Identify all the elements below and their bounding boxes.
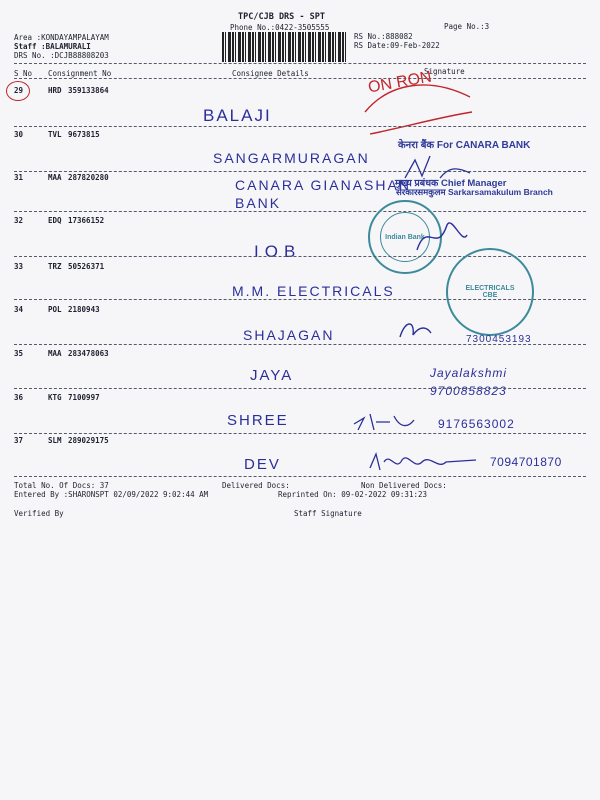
row-code: SLM	[48, 436, 62, 445]
col-header-consignment: Consignment No	[48, 69, 112, 78]
row-sno: 37	[14, 436, 24, 445]
row-consignment-number: 289029175	[68, 436, 109, 445]
row-code: MAA	[48, 349, 62, 358]
consignee-handwritten: SHAJAGAN	[243, 327, 335, 343]
row-divider	[14, 433, 586, 434]
consignee-handwritten: SANGARMURAGAN	[213, 150, 370, 166]
row-divider	[14, 476, 586, 477]
row-consignment-number: 359133864	[68, 86, 109, 95]
row-consignment-number: 283478063	[68, 349, 109, 358]
consignee-handwritten: BALAJI	[203, 106, 272, 125]
consignee-handwritten: SHREE	[227, 412, 289, 429]
consignee-handwritten: IOB	[254, 242, 302, 261]
delivered-docs: Delivered Docs:	[222, 481, 290, 490]
row-sno: 36	[14, 393, 24, 402]
row-consignment-number: 287820280	[68, 173, 109, 182]
signature-and-phone-handwritten: Jayalakshmi 9700858823	[430, 366, 508, 398]
row-consignment-number: 7100997	[68, 393, 100, 402]
round-electricals-stamp	[446, 248, 534, 336]
non-delivered-docs: Non Delivered Docs:	[361, 481, 447, 490]
col-header-signature: Signature	[424, 67, 465, 76]
signature-mark	[366, 448, 486, 478]
row-divider	[14, 388, 586, 389]
reprinted-on: Reprinted On: 09-02-2022 09:31:23	[278, 490, 428, 499]
row-code: HRD	[48, 86, 62, 95]
phone-handwritten: 7300453193	[466, 334, 532, 345]
row-sno: 35	[14, 349, 24, 358]
row-code: TVL	[48, 130, 62, 139]
red-scribble-signature	[360, 72, 480, 142]
col-header-sno: S No	[14, 69, 33, 78]
consignee-handwritten: M.M. ELECTRICALS	[232, 283, 395, 299]
round-stamp-text: Indian Bank	[385, 233, 425, 241]
red-circle-mark	[6, 81, 30, 101]
row-code: KTG	[48, 393, 62, 402]
row-sno: 32	[14, 216, 24, 225]
signature-mark	[395, 315, 435, 345]
entered-by: Entered By :SHARONSPT 02/09/2022 9:02:44 AM	[14, 490, 209, 499]
staff-signature: Staff Signature	[294, 509, 362, 518]
drs-number: DRS No. :DCJB88808203	[14, 51, 109, 60]
verified-by: Verified By	[14, 509, 64, 518]
row-consignment-number: 2180943	[68, 305, 100, 314]
row-consignment-number: 9673815	[68, 130, 100, 139]
consignee-handwritten: DEV	[244, 456, 281, 473]
canara-stamp-line2: मुख्य प्रबंधक Chief Manager	[395, 178, 507, 189]
rs-number: RS No.:888082	[354, 32, 413, 41]
document-title: TPC/CJB DRS - SPT	[238, 12, 325, 22]
rs-date: RS Date:09-Feb-2022	[354, 41, 440, 50]
phone-handwritten: 7094701870	[490, 455, 562, 469]
row-sno: 33	[14, 262, 24, 271]
header-divider	[14, 63, 586, 64]
row-consignment-number: 50526371	[68, 262, 105, 271]
page-number: Page No.:3	[444, 22, 490, 31]
row-consignment-number: 17366152	[68, 216, 105, 225]
signature-mark	[350, 410, 420, 435]
canara-stamp-line3: सरकारसमकुलम Sarkarsamakulum Branch	[396, 187, 553, 197]
column-header-divider	[14, 78, 586, 79]
total-docs: Total No. Of Docs: 37	[14, 481, 109, 490]
phone-handwritten: 9176563002	[438, 417, 515, 431]
row-code: MAA	[48, 173, 62, 182]
row-sno: 29	[14, 86, 24, 95]
round-stamp-text: ELECTRICALS CBE	[465, 285, 515, 299]
red-handwritten-note: ON RON	[366, 68, 433, 97]
row-code: POL	[48, 305, 62, 314]
staff-label: Staff :BALAMURALI	[14, 42, 91, 51]
row-sno: 30	[14, 130, 24, 139]
area-label: Area :KONDAYAMPALAYAM	[14, 33, 109, 42]
row-divider	[14, 171, 586, 172]
consignee-handwritten: JAYA	[250, 367, 294, 384]
bank-signature-mark	[412, 215, 472, 260]
canara-stamp-line1: केनरा बैंक For CANARA BANK	[398, 140, 531, 151]
row-code: TRZ	[48, 262, 62, 271]
col-header-consignee: Consignee Details	[232, 69, 309, 78]
row-divider	[14, 126, 586, 127]
row-code: EDQ	[48, 216, 62, 225]
phone-number: Phone No.:0422-3505555	[230, 23, 330, 32]
row-divider	[14, 299, 586, 300]
row-divider	[14, 344, 586, 345]
row-divider	[14, 211, 586, 212]
row-sno: 31	[14, 173, 24, 182]
barcode-graphic	[222, 32, 348, 62]
row-sno: 34	[14, 305, 24, 314]
consignee-handwritten: CANARA GIANASHAN BANK	[235, 177, 411, 211]
